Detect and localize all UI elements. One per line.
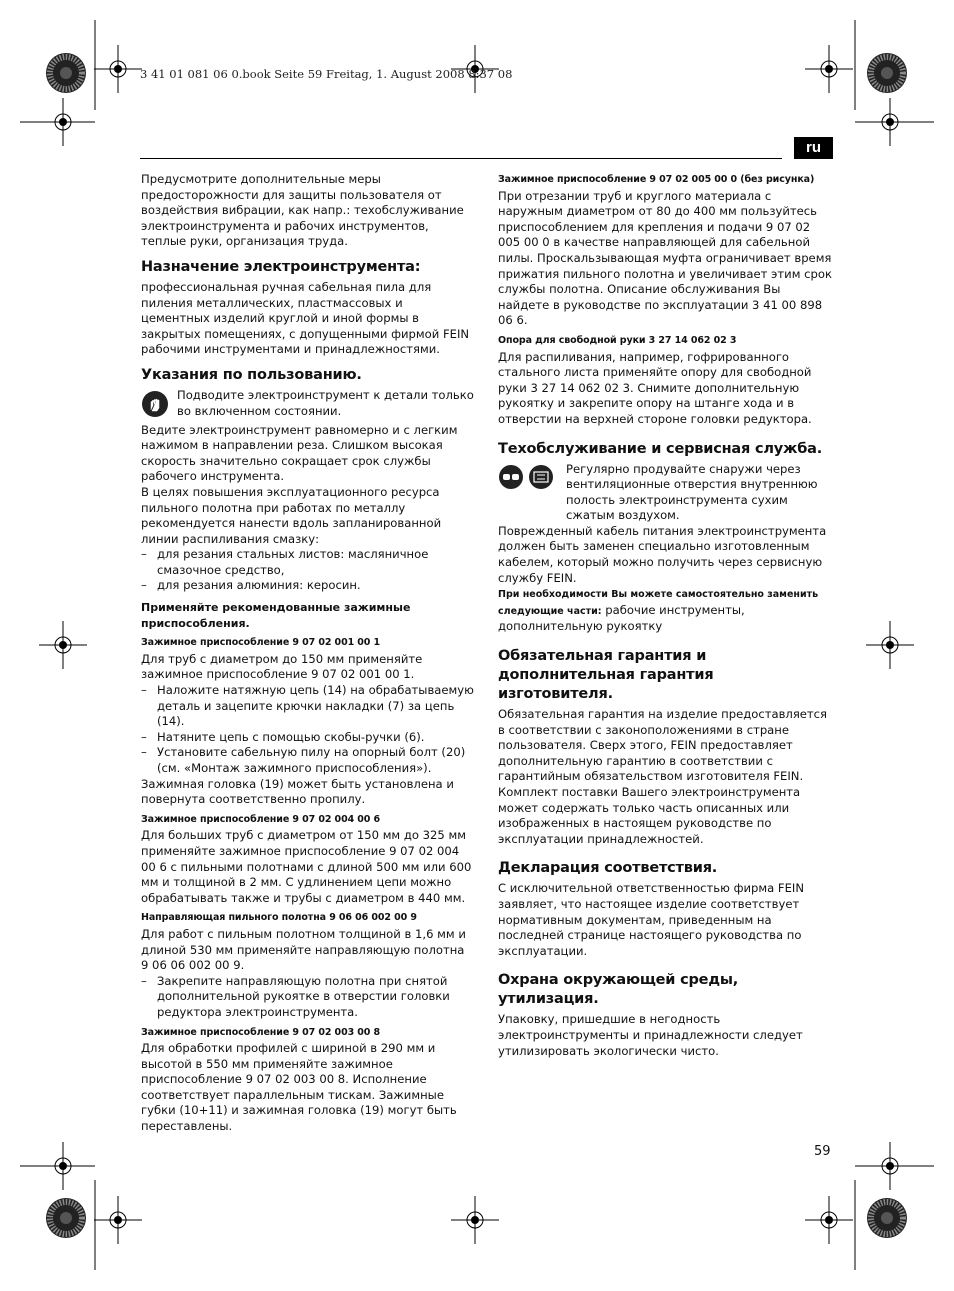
guide-text: Для работ с пильным полотном толщиной в 1,6 мм и длиной 530 мм применяйте направляющую полотна 9 06 06 002 00 9. — [141, 926, 466, 973]
crosshair-mark-icon — [39, 621, 87, 669]
crosshair-mark-icon — [866, 98, 914, 146]
clamp3-text: Для обработки профилей с шириной в 290 мм и высотой в 550 мм применяйте зажимное приспособление 9 07 02 003 00 8. Исполнение соответствует параллельным тискам. Зажимные губки (10+11) и зажимная головка (19) могут быть переставлены. — [141, 1041, 457, 1134]
list-item: – для резания стальных листов: масляничное смазочное средство, — [141, 547, 429, 577]
crosshair-mark-icon — [39, 1142, 87, 1190]
crosshair-mark-icon — [866, 621, 914, 669]
environment-heading: Охрана окружающей среды, утилизация. — [498, 972, 739, 1008]
warranty-heading: Обязательная гарантия и дополнительная гарантия изготовителя. — [498, 648, 714, 703]
purpose-heading: Назначение электроинструмента: — [141, 258, 421, 275]
air-blow-icon — [528, 464, 554, 490]
support-heading: Опора для свободной руки 3 27 14 062 02 3 — [498, 334, 737, 346]
usage-icon-row — [141, 388, 475, 423]
service-bold-text: При необходимости Вы можете самостоятельно заменить следующие части: — [498, 589, 819, 617]
color-wheel-icon — [46, 1198, 86, 1238]
color-wheel-icon — [867, 1198, 907, 1238]
page-number: 59 — [814, 1144, 831, 1159]
list-item: – Наложите натяжную цепь (14) на обрабатываемую деталь и зацепите крючки накладки (7) за цепь (14). — [141, 683, 474, 729]
list-item: – Установите сабельную пилу на опорный болт (20) (см. «Монтаж зажимного приспособления»). — [141, 745, 466, 775]
clamp3-heading: Зажимное приспособление 9 07 02 003 00 8 — [141, 1026, 381, 1038]
service-heading: Техобслуживание и сервисная служба. — [498, 440, 823, 457]
left-column — [141, 172, 475, 1135]
crosshair-mark-icon — [94, 1196, 142, 1244]
usage-paragraph-2: В целях повышения эксплуатационного ресурса пильного полотна при работах по металлу рекомендуется нанести вдоль запланированной линии распиливания смазку: — [141, 484, 442, 546]
clamp2-text: Для больших труб с диаметром от 150 мм до 325 мм применяйте зажимное приспособление 9 07 02 004 00 6 с пильными полотнами с длиной 500 мм или 600 мм и толщиной в 2 мм. С удлинением цепи можно обрабатывать также и трубы с диаметром в 440 мм. — [141, 828, 472, 905]
hand-warning-icon — [141, 388, 177, 423]
clamp-heading: Применяйте рекомендованные зажимные приспособления. — [141, 601, 411, 630]
crosshair-mark-icon — [94, 45, 142, 93]
list-item: – для резания алюминия: керосин. — [141, 578, 361, 593]
list-item: – Закрепите направляющую полотна при снятой дополнительной рукоятке в отверстии головки редуктора электроинструмента. — [141, 973, 450, 1019]
crosshair-mark-icon — [805, 1196, 853, 1244]
crosshair-mark-icon — [451, 1196, 499, 1244]
guide-heading: Направляющая пильного полотна 9 06 06 002 00 9 — [141, 912, 417, 924]
crosshair-mark-icon — [39, 98, 87, 146]
service-icon-row — [498, 462, 833, 524]
clamp2-heading: Зажимное приспособление 9 07 02 004 00 6 — [141, 813, 381, 825]
clamp4-text: При отрезании труб и круглого материала с наружным диаметром от 80 до 400 мм пользуйтесь приспособлением для крепления и подачи 9 07 02 005 00 0 в качестве направляющей для сабельной пилы. Проскальзывающая муфта ограничивает время прижатия пильного полотна и увеличивает этим срок службы полотна. Описание обслуживания Вы найдете в руководстве по эксплуатации 3 41 00 898 06 6. — [498, 188, 832, 328]
book-reference: 3 41 01 081 06 0.book Seite 59 Freitag, 1. August 2008 8:37 08 — [140, 67, 513, 81]
usage-paragraph-1: Ведите электроинструмент равномерно и с легким нажимом в направлении реза. Слишком высокая скорость значительно сокращает срок службы рабочего инструмента. — [141, 422, 458, 484]
crosshair-mark-icon — [866, 1142, 914, 1190]
language-tag: ru — [794, 137, 833, 159]
service-icon-text: Регулярно продувайте снаружи через вентиляционные отверстия внутреннюю полость электроинструмента сухим сжатым воздухом. — [566, 461, 818, 523]
color-wheel-icon — [867, 53, 907, 93]
support-text: Для распиливания, например, гофрированного стального листа применяйте опору для свободной руки 3 27 14 062 02 3. Снимите дополнительную рукоятку и закрепите опору на штанге хода и в отверстии на верхней стороне головки редуктора. — [498, 349, 812, 426]
clamp1-text: Для труб с диаметром до 150 мм применяйте зажимное приспособление 9 07 02 001 00 1. — [141, 651, 423, 682]
goggles-icon — [498, 464, 524, 490]
color-wheel-icon — [46, 53, 86, 93]
conformity-text: С исключительной ответственностью фирма FEIN заявляет, что настоящее изделие соответствует нормативным документам, приведенным на последней странице настоящего руководства по эксплуатации. — [498, 881, 805, 958]
usage-icon-text: Подводите электроинструмент к детали только во включенном состоянии. — [177, 387, 474, 418]
clamp4-heading: Зажимное приспособление 9 07 02 005 00 0 (без рисунка) — [498, 174, 815, 185]
conformity-heading: Декларация соответствия. — [498, 860, 718, 877]
purpose-text: профессиональная ручная сабельная пила для пиления металлических, пластмассовых и цементных изделий круглой и иной формы в закрытых помещениях, с допущенными фирмой FEIN рабочими инструментами и принадлежностями. — [141, 279, 470, 357]
clamp1-after: Зажимная головка (19) может быть установлена и повернута соответственно пропилу. — [141, 776, 454, 807]
clamp1-heading: Зажимное приспособление 9 07 02 001 00 1 — [141, 637, 381, 649]
crosshair-mark-icon — [805, 45, 853, 93]
vibration-intro: Предусмотрите дополнительные меры предосторожности для защиты пользователя от воздействия вибрации, как напр.: техобслуживание электроинструмента и рабочих инструментов, теплые руки, организация труда. — [141, 172, 464, 249]
right-column — [498, 172, 833, 1059]
warranty-paragraph-1: Обязательная гарантия на изделие предоставляется в соответствии с законоположениями в стране пользователя. Сверх этого, FEIN предоставляет дополнительную гарантию в соответствии с гарантийным обязательством изготовителя FEIN. — [498, 707, 828, 784]
list-item: – Натяните цепь с помощью скобы-ручки (6). — [141, 729, 425, 744]
service-parts-text: рабочие инструменты, дополнительную рукоятку — [498, 602, 745, 634]
service-paragraph-1: Поврежденный кабель питания электроинструмента должен быть заменен специально изготовленным кабелем, который можно получить через сервисную службу FEIN. — [498, 523, 827, 585]
header-rule — [140, 158, 782, 159]
warranty-paragraph-2: Комплект поставки Вашего электроинструмента может содержать только часть описанных или изображенных в настоящем руководстве по эксплуатации принадлежностей. — [498, 785, 801, 846]
environment-text: Упаковку, пришедшие в негодность электроинструменты и принадлежности следует утилизировать экологически чисто. — [498, 1012, 803, 1058]
usage-heading: Указания по пользованию. — [141, 366, 362, 383]
